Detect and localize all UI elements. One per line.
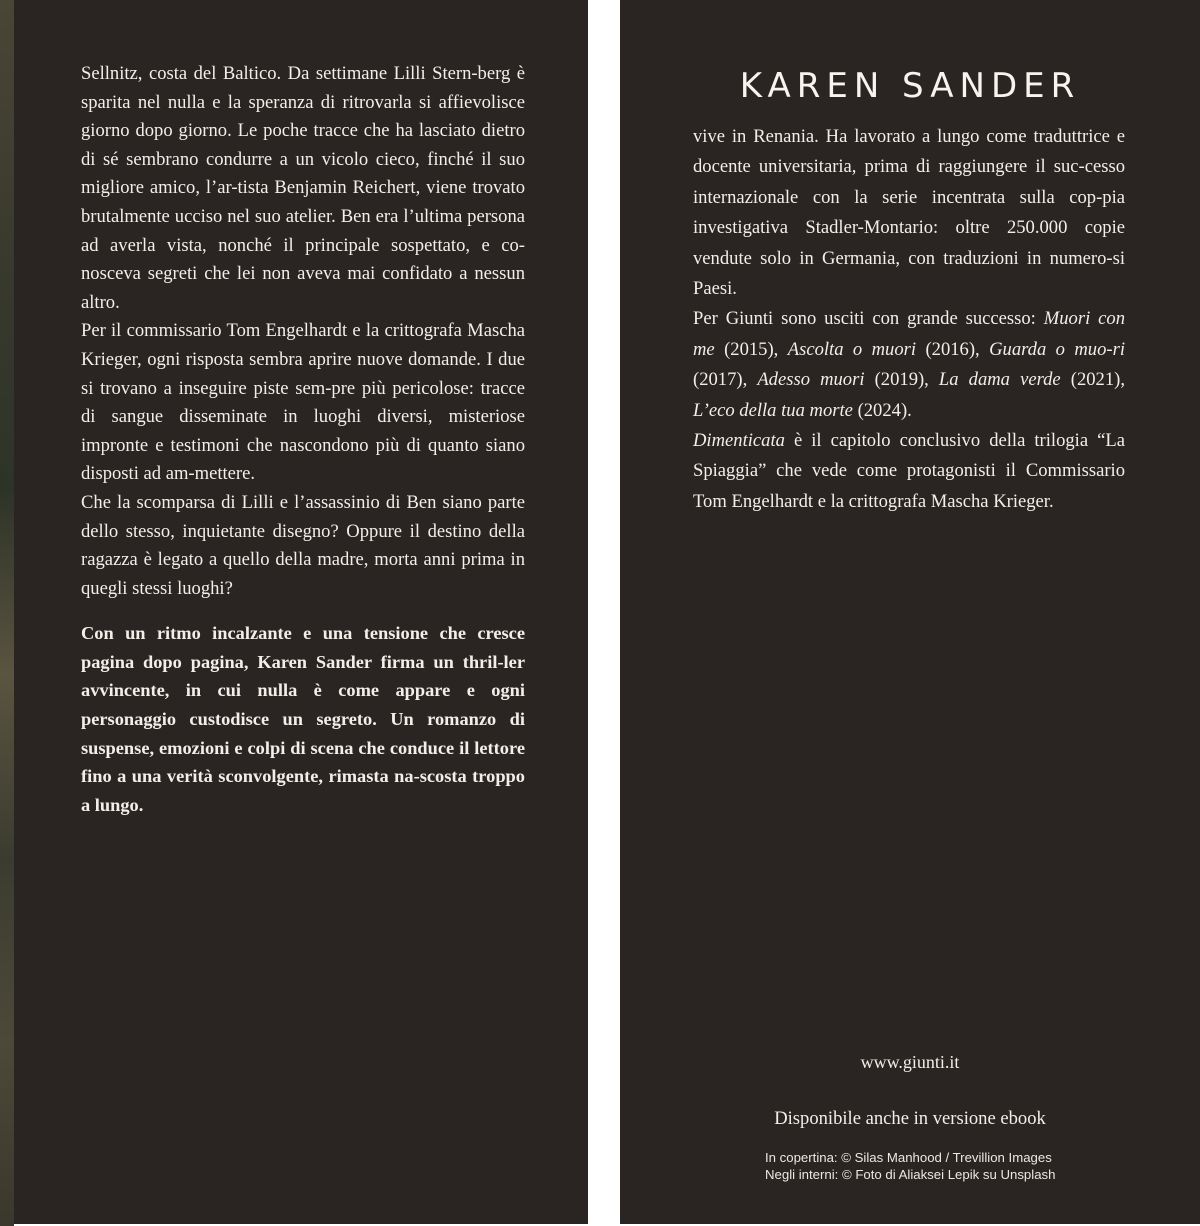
author-bio: vive in Renania. Ha lavorato a lungo come traduttrice e docente universitaria, prima di raggiungere il suc-cesso internazionale con la serie incentrata sulla cop-pia investigativa Stadler-Montario: oltre 250.000 copie vendute solo in Germania, con traduzioni in numero-si Paesi. bbox=[693, 126, 1125, 300]
image-credits bbox=[765, 1149, 1195, 1183]
book-title: Guarda o muo-ri bbox=[989, 338, 1125, 360]
interior-credit: Negli interni: © Foto di Aliaksei Lepik su Unsplash bbox=[765, 1167, 1056, 1182]
book-title: Ascolta o muori bbox=[787, 338, 917, 360]
ebook-note: Disponibile anche in versione ebook bbox=[774, 1108, 1046, 1129]
books-list: Per Giunti sono usciti con grande successo: Muori con me (2015), Ascolta o muori (2016), Guarda o muo-ri (2017), Adesso muori (2019), La dama verde (2021), L’eco della tua morte (2024). bbox=[693, 308, 1125, 421]
synopsis-paragraph-3: Che la scomparsa di Lilli e l’assassinio di Ben siano parte dello stesso, inquietante disegno? Oppure il destino della ragazza è legato a quello della madre, morta anni prima in quegli stessi luoghi? bbox=[81, 491, 525, 599]
book-title: Adesso muori bbox=[757, 369, 865, 391]
book-title: La dama verde bbox=[938, 369, 1061, 391]
trilogy-note: Dimenticata è il capitolo conclusivo della trilogia “La Spiaggia” che vede come protagonisti il Commissario Tom Engelhardt e la crittografa Mascha Krieger. bbox=[693, 430, 1125, 512]
book-title: Muori con me bbox=[693, 308, 1125, 360]
right-flap bbox=[620, 0, 1200, 1224]
book-title: L’eco della tua morte bbox=[693, 399, 853, 421]
synopsis-highlight: Con un ritmo incalzante e una tensione che cresce pagina dopo pagina, Karen Sander firma un thril-ler avvincente, in cui nulla è come appare e ogni personaggio custodisce un segreto. Un romanzo di suspense, emozioni e colpi di scena che conduce il lettore fino a una verità sconvolgente, rimasta na-scosta troppo a lungo. bbox=[81, 623, 525, 815]
book-title: Dimenticata bbox=[693, 430, 785, 452]
synopsis-paragraph-1: Sellnitz, costa del Baltico. Da settimane Lilli Stern-berg è sparita nel nulla e la speranza di ritrovarla si affievolisce giorno dopo giorno. Le poche tracce che ha lasciato dietro di sé sembrano condurre a un vicolo cieco, finché il suo migliore amico, l’ar-tista Benjamin Reichert, viene trovato brutalmente ucciso nel suo atelier. Ben era l’ultima persona ad averla vista, nonché il principale sospettato, e co-nosceva segreti che lei non aveva mai confidato a nessun altro. bbox=[81, 63, 525, 313]
author-name: KAREN SANDER bbox=[739, 66, 1081, 106]
left-flap bbox=[14, 0, 588, 1224]
cover-image-edge bbox=[0, 0, 14, 1226]
author-bio-block bbox=[693, 122, 1125, 517]
synopsis bbox=[81, 60, 525, 819]
website-link[interactable]: www.giunti.it bbox=[860, 1052, 960, 1072]
synopsis-paragraph-2: Per il commissario Tom Engelhardt e la crittografa Mascha Krieger, ogni risposta sembra aprire nuove domande. I due si trovano a inseguire piste sem-pre più pericolose: tracce di sangue disseminate in luoghi diversi, misteriose impronte e testimoni che nascondono più di quanto siano disposti ad am-mettere. bbox=[81, 320, 525, 485]
cover-credit: In copertina: © Silas Manhood / Trevillion Images bbox=[765, 1150, 1052, 1165]
